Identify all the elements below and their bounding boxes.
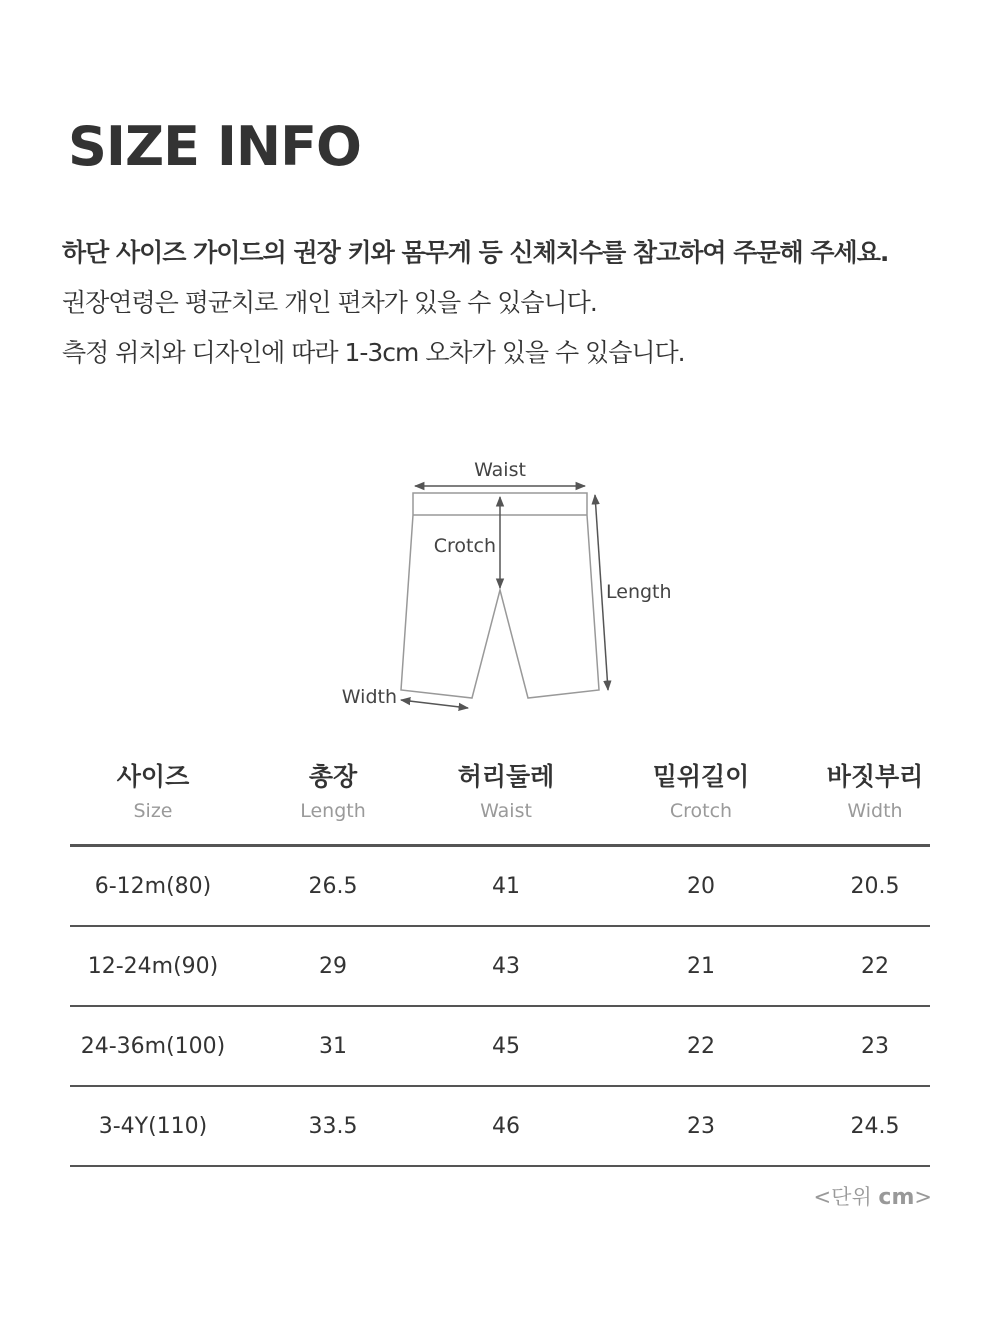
unit-open-bracket: < (813, 1185, 832, 1209)
unit-close-bracket: > (914, 1185, 932, 1209)
table-header-row (70, 756, 930, 846)
cell-width: 20.5 (820, 846, 930, 927)
header-length-en: Length (300, 800, 366, 822)
header-waist-en: Waist (480, 800, 532, 822)
waist-label: Waist (474, 459, 526, 481)
cell-length: 31 (236, 1006, 430, 1086)
header-size-ko: 사이즈 (116, 762, 190, 791)
header-waist-ko: 허리둘레 (457, 762, 555, 791)
unit-note (814, 1182, 932, 1213)
cell-length: 29 (236, 926, 430, 1006)
table-row (70, 926, 930, 1006)
header-length-ko: 총장 (308, 762, 358, 791)
header-length (236, 756, 430, 846)
cell-waist: 43 (430, 926, 582, 1006)
table-row (70, 846, 930, 927)
header-width-en: Width (847, 800, 903, 822)
cell-crotch: 21 (582, 926, 820, 1006)
table-row (70, 1006, 930, 1086)
cell-width: 22 (820, 926, 930, 1006)
note-measure-tolerance: 측정 위치와 디자인에 따라 1-3cm 오차가 있을 수 있습니다. (62, 338, 685, 367)
cell-crotch: 20 (582, 846, 820, 927)
cell-waist: 45 (430, 1006, 582, 1086)
table-row (70, 1086, 930, 1166)
length-label: Length (606, 581, 672, 603)
header-width (820, 756, 930, 846)
width-arrow (401, 700, 468, 708)
note-order-guide: 하단 사이즈 가이드의 권장 키와 몸무게 등 신체치수를 참고하여 주문해 주세요. (62, 238, 889, 267)
cell-size: 3-4Y(110) (70, 1086, 236, 1166)
cell-waist: 41 (430, 846, 582, 927)
header-waist (430, 756, 582, 846)
header-size (70, 756, 236, 846)
header-width-ko: 바짓부리 (826, 762, 924, 791)
cell-length: 33.5 (236, 1086, 430, 1166)
header-crotch-ko: 밑위길이 (652, 762, 750, 791)
header-size-en: Size (133, 800, 173, 822)
crotch-label: Crotch (433, 535, 496, 557)
cell-waist: 46 (430, 1086, 582, 1166)
cell-size: 6-12m(80) (70, 846, 236, 927)
cell-size: 12-24m(90) (70, 926, 236, 1006)
cell-crotch: 23 (582, 1086, 820, 1166)
cell-crotch: 22 (582, 1006, 820, 1086)
cell-length: 26.5 (236, 846, 430, 927)
cell-width: 24.5 (820, 1086, 930, 1166)
header-crotch-en: Crotch (669, 800, 733, 822)
width-label: Width (341, 686, 397, 708)
cell-width: 23 (820, 1006, 930, 1086)
size-notes (62, 228, 962, 378)
unit-value: cm (878, 1185, 915, 1210)
header-crotch (582, 756, 820, 846)
note-age-variance: 권장연령은 평균치로 개인 편차가 있을 수 있습니다. (62, 288, 597, 317)
shorts-measurement-diagram (320, 450, 700, 720)
size-table (70, 756, 930, 1167)
cell-size: 24-36m(100) (70, 1006, 236, 1086)
unit-label: 단위 (831, 1185, 872, 1209)
page-title: SIZE INFO (68, 115, 361, 178)
